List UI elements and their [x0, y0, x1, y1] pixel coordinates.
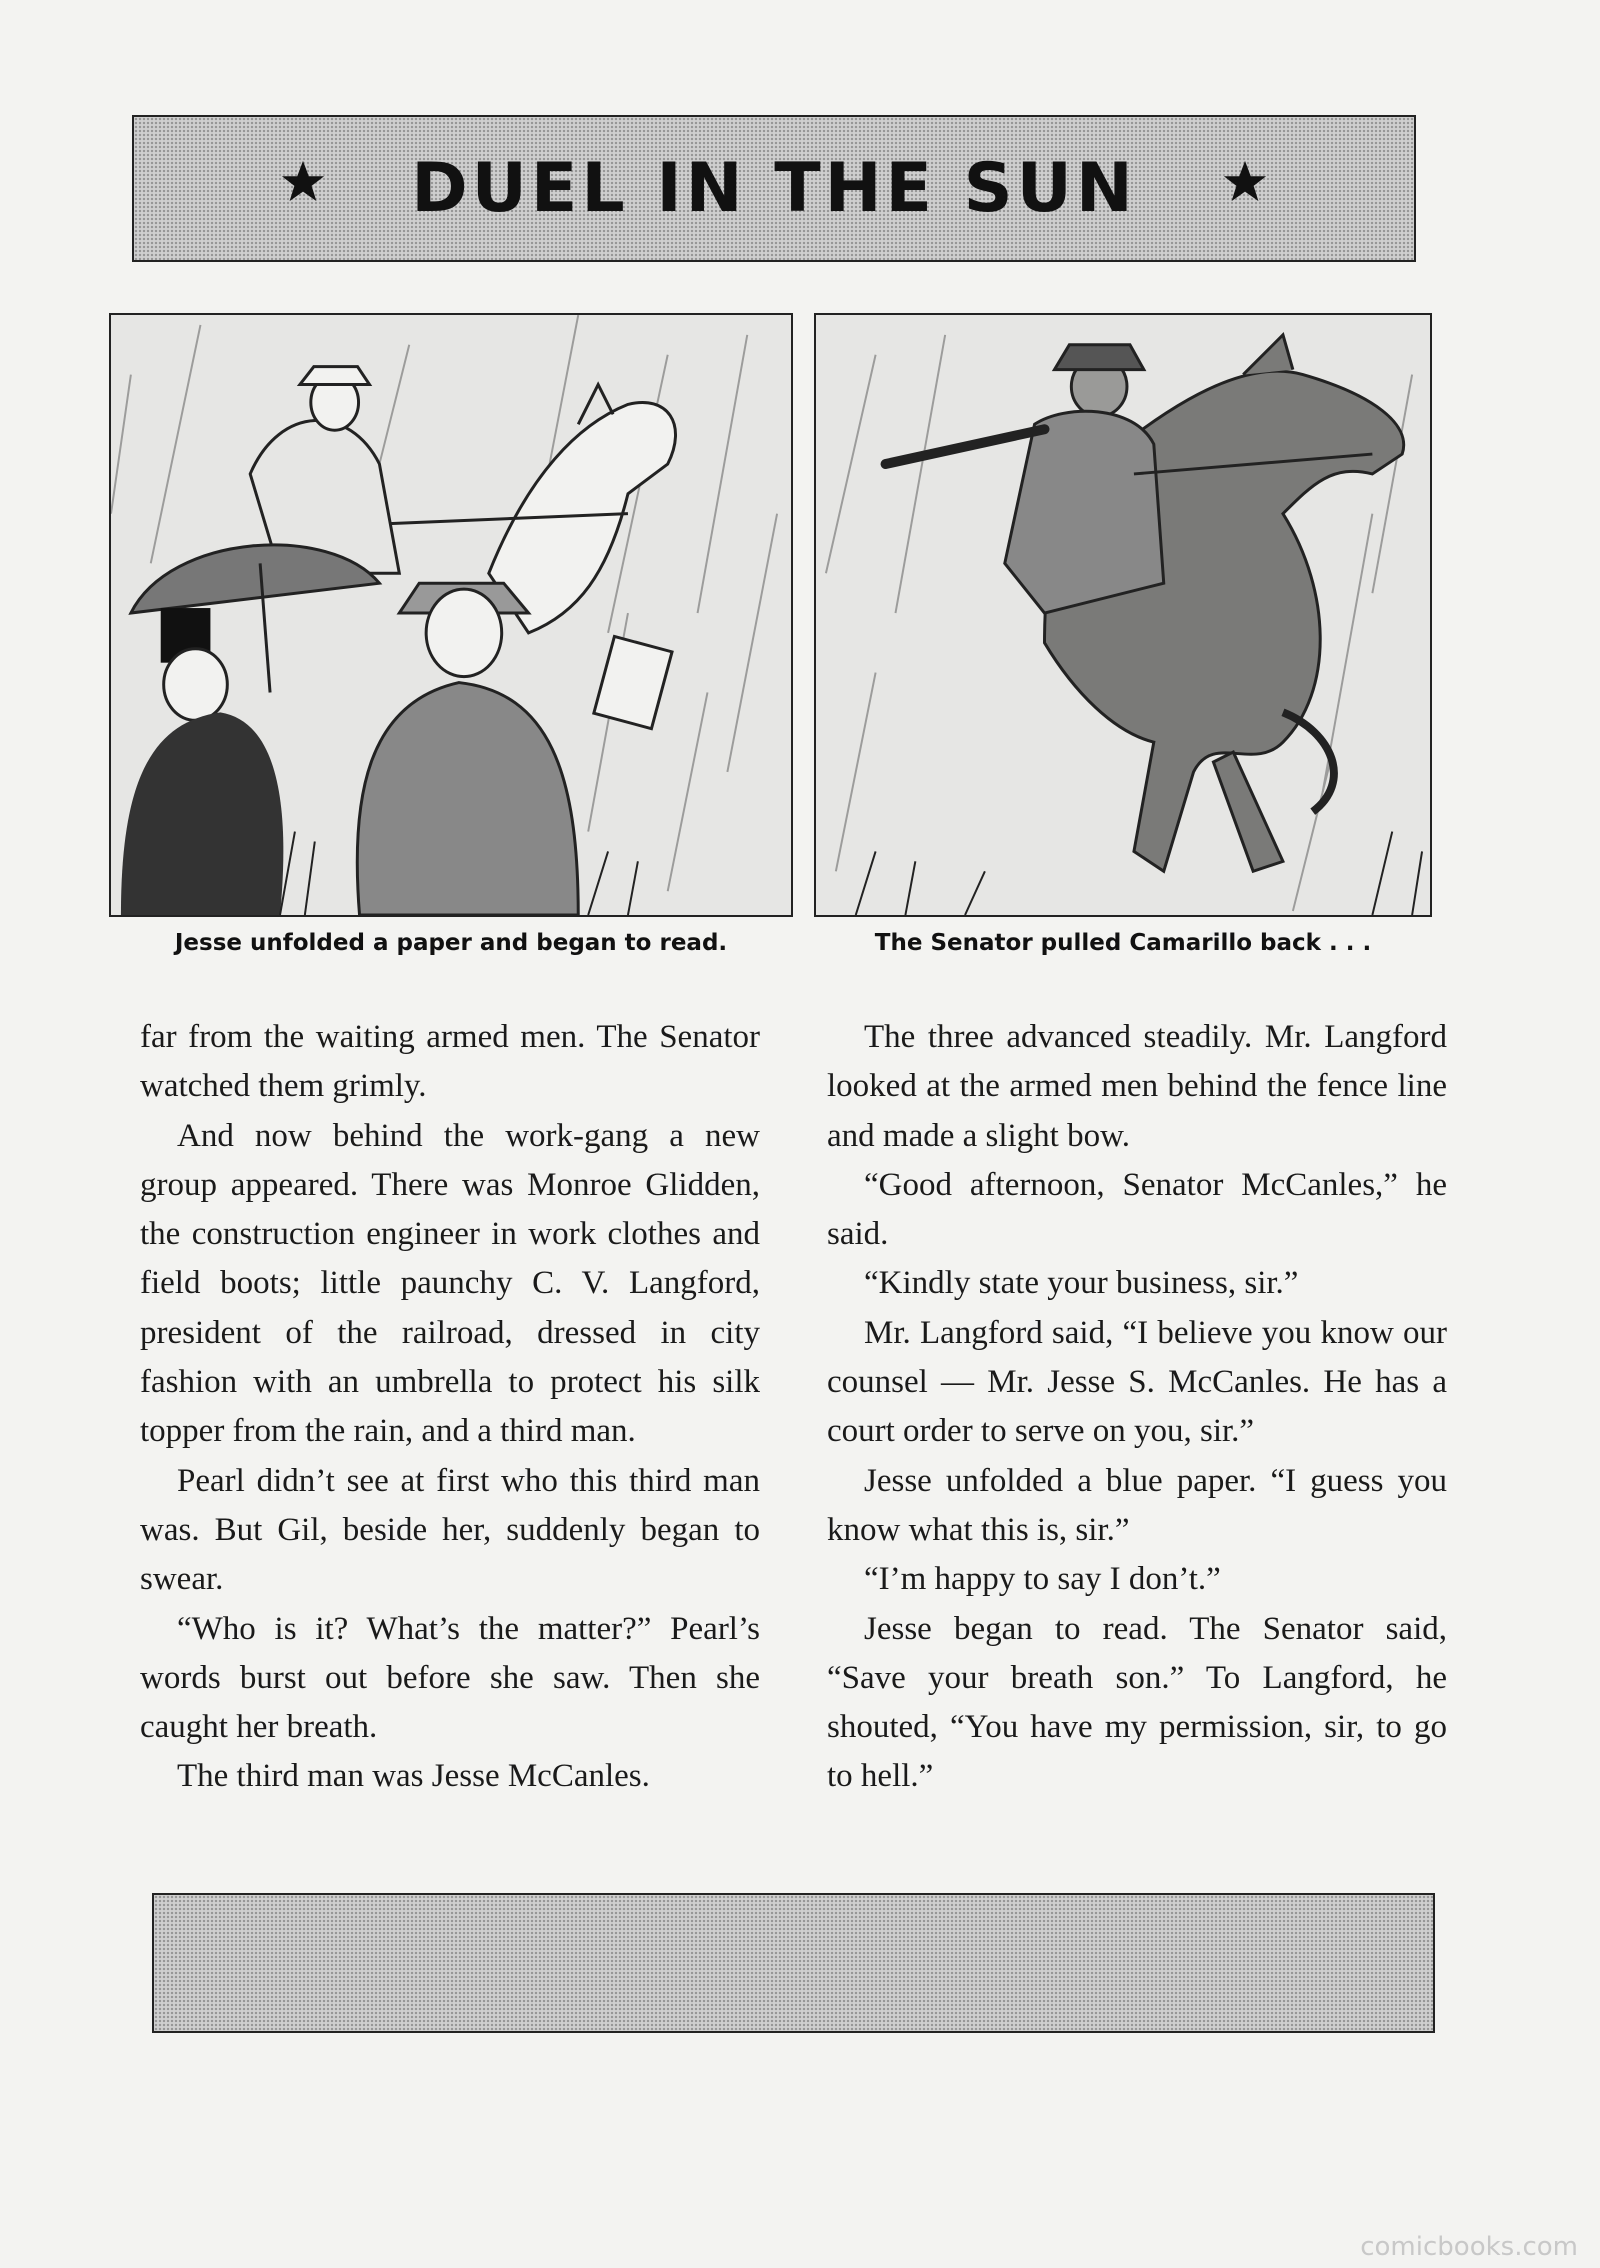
- paragraph: And now behind the work-gang a new group appeared. There was Monroe Glidden, the construction engineer in work clothes and field boots; little paunchy C. V. Langford, president of the railroad, dressed in city fashion with an umbrella to protect his silk topper from the rain, and a third man.: [140, 1117, 760, 1450]
- watermark: comicbooks.com: [1360, 2232, 1578, 2262]
- paragraph: Jesse began to read. The Senator said, “Save your breath son.” To Langford, he shouted, “You have my permission, sir, to go to hell.”: [827, 1610, 1447, 1795]
- paragraph: Jesse unfolded a blue paper. “I guess you know what this is, sir.”: [827, 1462, 1447, 1548]
- bottom-banner: [152, 1893, 1435, 2033]
- illustration-panel-right: [814, 313, 1432, 917]
- paragraph: The three advanced steadily. Mr. Langford looked at the armed men behind the fence line and made a slight bow.: [827, 1019, 1447, 1154]
- text-column-left: [140, 1013, 760, 1802]
- panel-caption-right: The Senator pulled Camarillo back . . .: [874, 930, 1372, 956]
- paragraph: “I’m happy to say I don’t.”: [864, 1561, 1221, 1598]
- panel-caption-left: Jesse unfolded a paper and began to read.: [174, 930, 728, 956]
- paragraph: “Kindly state your business, sir.”: [864, 1265, 1299, 1302]
- paragraph: “Good afternoon, Senator McCanles,” he said.: [827, 1166, 1447, 1253]
- page-title: DUEL IN THE SUN: [411, 149, 1137, 228]
- star-icon: [280, 159, 326, 205]
- illustration-riders-and-men: [111, 315, 791, 915]
- illustration-rearing-horse: [816, 315, 1430, 915]
- paragraph: “Who is it? What’s the matter?” Pearl’s words burst out before she saw. Then she caught her breath.: [140, 1610, 760, 1746]
- paragraph: The third man was Jesse McCanles.: [177, 1758, 650, 1795]
- text-column-right: [827, 1013, 1447, 1802]
- star-icon: [1222, 159, 1268, 205]
- paragraph: far from the waiting armed men. The Senator watched them grimly.: [140, 1019, 760, 1105]
- illustration-panel-left: [109, 313, 793, 917]
- title-banner: [132, 115, 1416, 262]
- paragraph: Pearl didn’t see at first who this third man was. But Gil, beside her, suddenly began to swear.: [140, 1462, 760, 1598]
- paragraph: Mr. Langford said, “I believe you know our counsel — Mr. Jesse S. McCanles. He has a court order to serve on you, sir.”: [827, 1314, 1447, 1450]
